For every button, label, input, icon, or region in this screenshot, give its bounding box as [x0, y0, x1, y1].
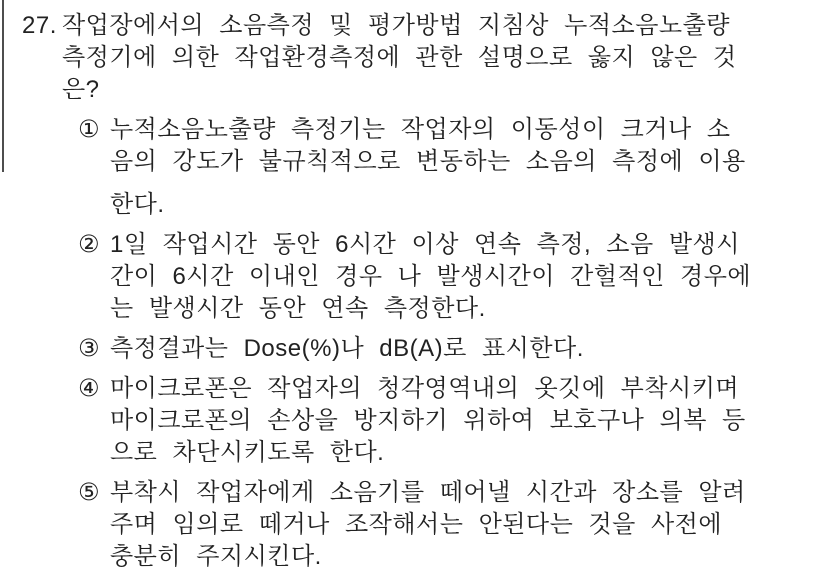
choice-text-line: 부착시 작업자에게 소음기를 떼어낼 시간과 장소를 알려: [110, 479, 746, 506]
choice-option-4: [78, 373, 818, 469]
choice-text-line: 주며 임의로 떼거나 조작해서는 안된다는 것을 사전에: [110, 511, 723, 538]
choice-text-line: 는 발생시간 동안 연속 측정한다.: [110, 295, 486, 322]
choice-option-2: [78, 229, 818, 325]
choice-text-line: 충분히 주지시킨다.: [110, 543, 322, 570]
choice-4-text: [110, 373, 818, 469]
question-text: [62, 10, 818, 106]
choice-text-line: 간이 6시간 이내인 경우 나 발생시간이 간헐적인 경우에: [110, 263, 752, 290]
question-text-line: 은?: [62, 76, 100, 103]
choice-text-line: 한다.: [110, 191, 165, 218]
choice-option-3: [78, 333, 818, 365]
choice-5-marker: ⑤: [78, 479, 101, 506]
choice-text-line: 측정결과는 Dose(%)나 dB(A)로 표시한다.: [110, 335, 584, 362]
question-text-line: 측정기에 의한 작업환경측정에 관한 설명으로 옳지 않은 것: [62, 44, 737, 71]
choice-2-text: [110, 229, 818, 325]
choice-3-marker: ③: [78, 335, 101, 362]
choice-5-text: [110, 477, 818, 573]
question-number: 27.: [22, 12, 57, 39]
choice-1-text: [110, 114, 818, 221]
choice-text-line: 누적소음노출량 측정기는 작업자의 이동성이 크거나 소: [110, 116, 731, 143]
choice-text-line: 마이크로폰의 손상을 방지하기 위하여 보호구나 의복 등: [110, 407, 746, 434]
choice-4-marker: ④: [78, 375, 101, 402]
choice-3-text: [110, 333, 818, 365]
choice-text-line: 1일 작업시간 동안 6시간 이상 연속 측정, 소음 발생시: [110, 231, 740, 258]
choice-text-line: 으로 차단시키도록 한다.: [110, 439, 385, 466]
choice-text-line: 음의 강도가 불규칙적으로 변동하는 소음의 측정에 이용: [110, 148, 746, 175]
choice-option-1: [78, 114, 818, 221]
question-header: [22, 10, 818, 106]
choice-option-5: [78, 477, 818, 573]
question-block: [22, 10, 818, 573]
choice-text-line: 마이크로폰은 작업자의 청각영역내의 옷깃에 부착시키며: [110, 375, 740, 402]
page-left-margin-rule: [2, 0, 4, 172]
question-text-line: 작업장에서의 소음측정 및 평가방법 지침상 누적소음노출량: [62, 12, 730, 39]
choice-2-marker: ②: [78, 231, 101, 258]
choice-1-marker: ①: [78, 116, 101, 143]
